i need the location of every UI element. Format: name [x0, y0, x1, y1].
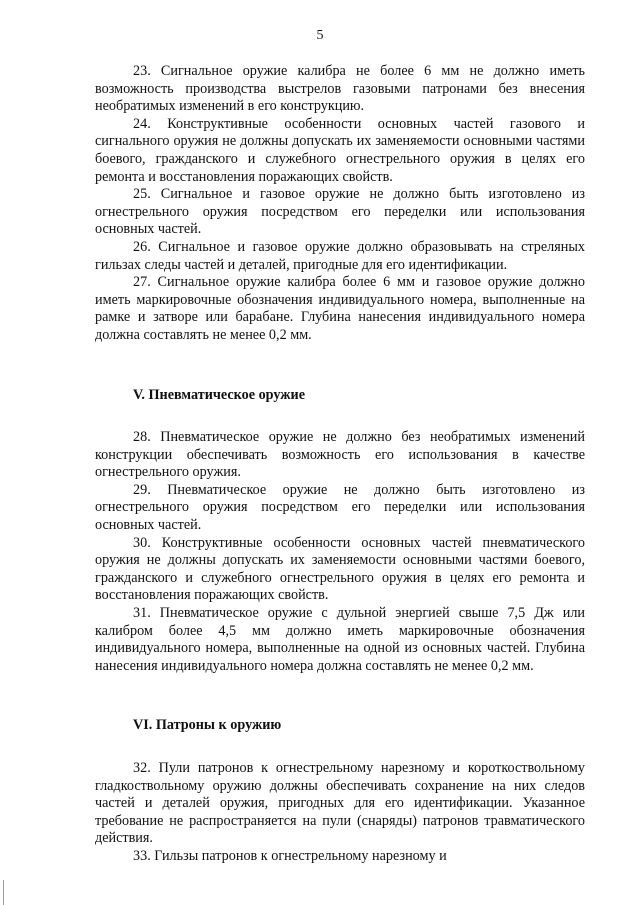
paragraph-25: 25. Сигнальное и газовое оружие не должно быть изготовлено из огнестрельного оружия посредством его переделки или использования основных частей.	[95, 186, 585, 238]
page-number: 5	[316, 28, 324, 43]
paragraph-31: 31. Пневматическое оружие с дульной энергией свыше 7,5 Дж или калибром более 4,5 мм должно иметь маркировочные обозначения индивидуального номера, выполненные на одной из основных частей. Глубина нанесения индивидуального номера должна составлять не менее 0,2 мм.	[95, 605, 585, 674]
document-body	[95, 63, 585, 866]
scan-edge-mark	[3, 880, 4, 905]
paragraph-23: 23. Сигнальное оружие калибра не более 6 мм не должно иметь возможность производства выстрелов газовыми патронами без внесения необратимых изменений в его конструкцию.	[95, 63, 585, 115]
section-heading-v: V. Пневматическое оружие	[133, 386, 306, 403]
section-heading-vi: VI. Патроны к оружию	[133, 717, 282, 734]
paragraph-29: 29. Пневматическое оружие не должно быть изготовлено из огнестрельного оружия посредством его переделки или использования основных частей.	[95, 481, 585, 534]
paragraph-33: 33. Гильзы патронов к огнестрельному нарезному и	[133, 847, 447, 864]
paragraph-27: 27. Сигнальное оружие калибра более 6 мм и газовое оружие должно иметь маркировочные обозначения индивидуального номера, выполненные на рамке и затворе или барабане. Глубина нанесения индивидуального номера должна составлять не менее 0,2 мм.	[95, 274, 585, 343]
paragraph-26: 26. Сигнальное и газовое оружие должно образовывать на стреляных гильзах следы частей и деталей, пригодные для его идентификации.	[95, 238, 585, 273]
paragraph-28: 28. Пневматическое оружие не должно без необратимых изменений конструкции обеспечивать возможность его использования в качестве огнестрельного оружия.	[95, 429, 585, 481]
paragraph-30: 30. Конструктивные особенности основных частей пневматического оружия не должны допускать их заменяемости основными частями боевого, гражданского и служебного огнестрельного оружия в целях его ремонта и восстановления поражающих свойств.	[95, 534, 585, 604]
paragraph-32: 32. Пули патронов к огнестрельному нарезному и короткоствольному гладкоствольному оружию должны обеспечивать сохранение на них следов частей и деталей оружия, пригодных для его идентификации. Указанное требование не распространяется на пули (снаряды) патронов травматического действия.	[95, 760, 585, 847]
paragraph-24: 24. Конструктивные особенности основных частей газового и сигнального оружия не должны допускать их заменяемости основными частями боевого, гражданского и служебного огнестрельного оружия в целях его ремонта и восстановления поражающих свойств.	[95, 115, 585, 185]
